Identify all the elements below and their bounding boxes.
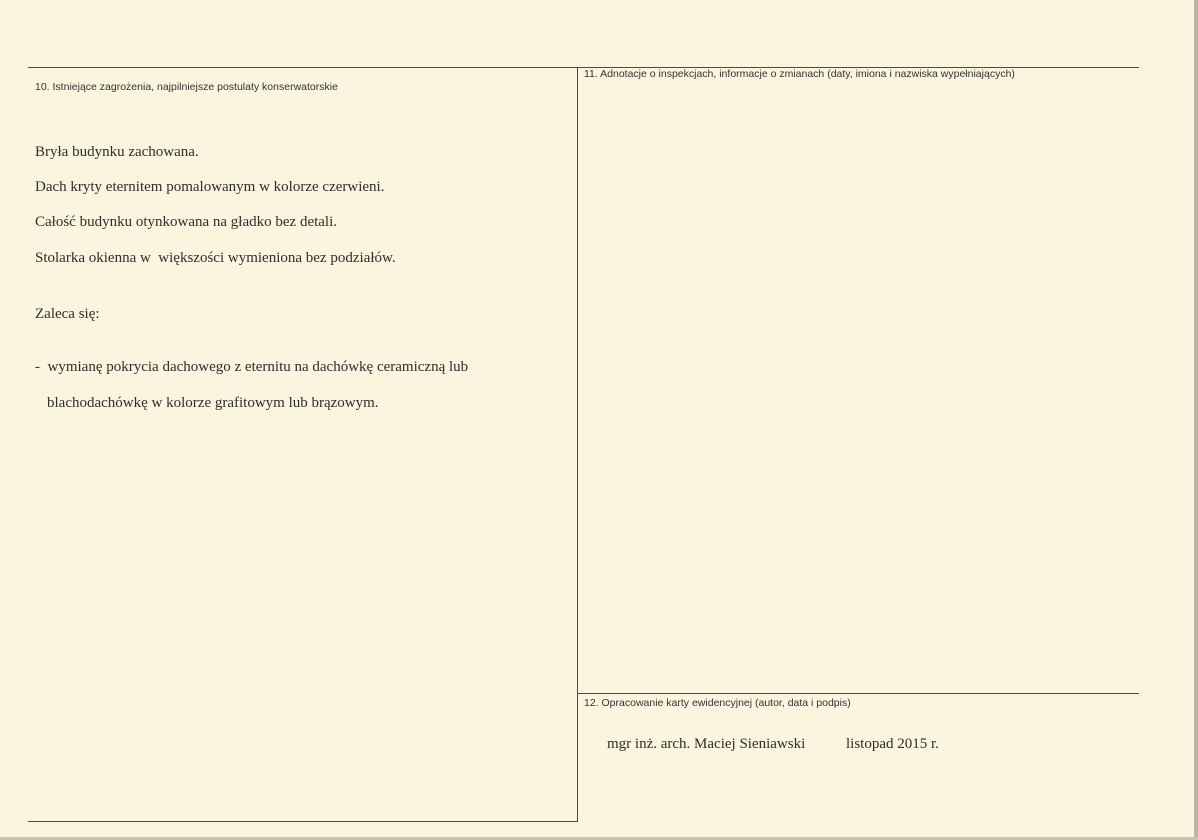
section12-rule (577, 693, 1139, 694)
section10-line-1: Bryła budynku zachowana. (35, 144, 199, 160)
vertical-divider (577, 67, 578, 822)
section12-label: 12. Opracowanie karty ewidencyjnej (autor, data i podpis) (584, 697, 851, 709)
author-name: mgr inż. arch. Maciej Sieniawski (607, 736, 806, 752)
preparation-date: listopad 2015 r. (846, 736, 939, 752)
page-edge (1194, 0, 1198, 840)
section10-recommend-item-cont: blachodachówkę w kolorze grafitowym lub brązowym. (47, 395, 379, 411)
bottom-rule (28, 821, 578, 822)
section10-label: 10. Istniejące zagrożenia, najpilniejsze postulaty konserwatorskie (35, 81, 338, 93)
section10-line-4: Stolarka okienna w większości wymieniona bez podziałów. (35, 250, 396, 266)
section10-line-2: Dach kryty eternitem pomalowanym w kolorze czerwieni. (35, 179, 385, 195)
section10-recommend-heading: Zaleca się: (35, 306, 100, 322)
section10-recommend-item: - wymianę pokrycia dachowego z eternitu na dachówkę ceramiczną lub (35, 359, 469, 375)
section11-label: 11. Adnotacje o inspekcjach, informacje o zmianach (daty, imiona i nazwiska wypełniających) (584, 68, 1015, 80)
section10-line-3: Całość budynku otynkowana na gładko bez detali. (35, 214, 338, 230)
